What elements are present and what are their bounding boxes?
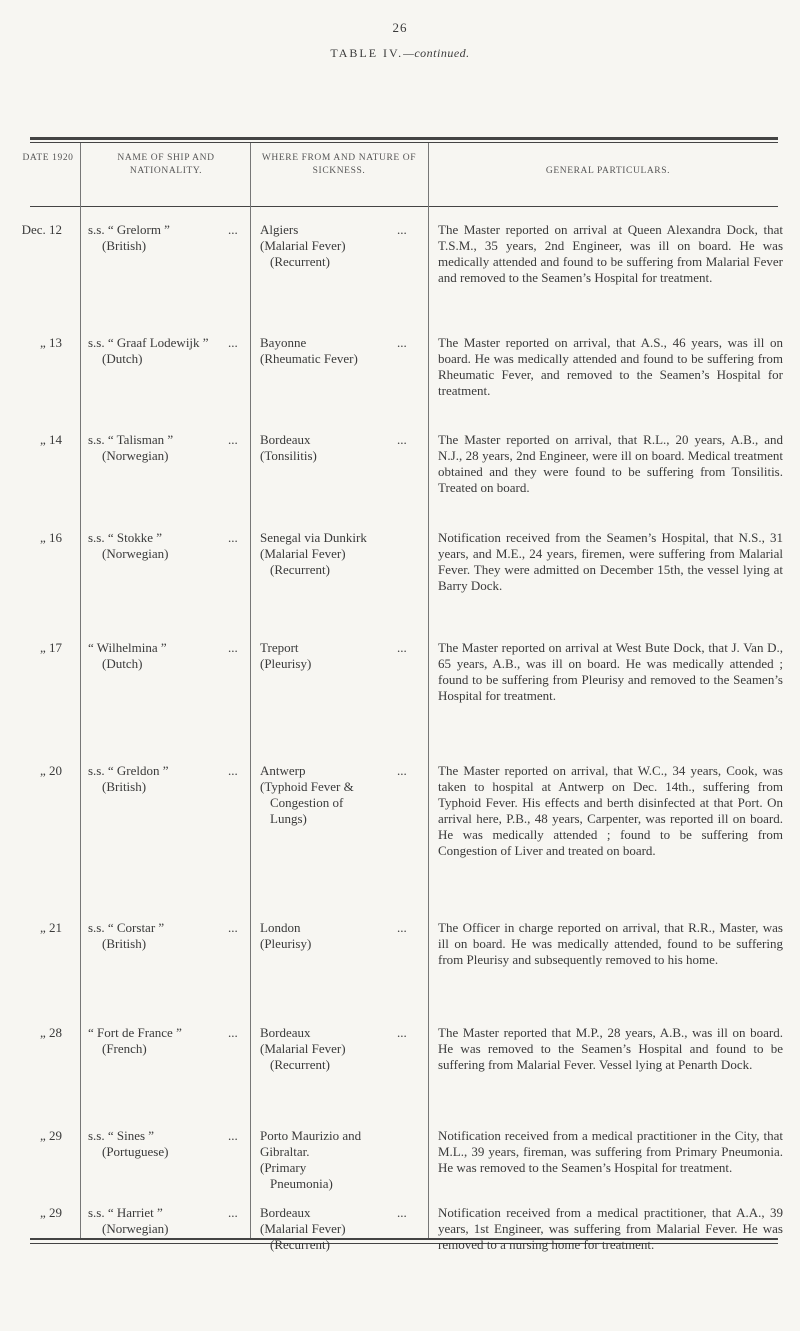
sickness-line: (Pleurisy) (260, 656, 312, 671)
ship-nationality: (Dutch) (102, 656, 143, 671)
ship-cell (88, 530, 238, 562)
row-date: „ 21 (39, 920, 62, 935)
leader-dots: ... (228, 1128, 238, 1143)
row-date: „ 14 (39, 432, 62, 447)
leader-dots: ... (228, 1205, 238, 1220)
sickness-line: (Recurrent) (270, 1057, 330, 1072)
leader-dots: ... (228, 222, 238, 237)
port-name: Porto Maurizio and Gibraltar. (260, 1128, 362, 1159)
ship-cell (88, 335, 238, 367)
particulars-text: The Master reported that M.P., 28 years, A.B., was ill on board. He was removed to the Seamen’s Hospital and found to be suffering from Malarial Fever. Vessel lying at Penarth Dock. (438, 1025, 783, 1072)
port-name: Senegal via Dunkirk (260, 530, 367, 545)
sickness-line: (Malarial Fever) (260, 238, 346, 253)
ship-nationality: (Norwegian) (102, 448, 169, 463)
leader-dots: ... (397, 640, 407, 655)
ship-name: s.s. “ Graaf Lodewijk ” (88, 335, 209, 350)
leader-dots: ... (228, 1025, 238, 1040)
header-rule (30, 206, 778, 207)
row-date: Dec. 12 (21, 222, 62, 237)
ship-nationality: (British) (102, 936, 147, 951)
ship-cell (88, 1128, 238, 1160)
row-date: „ 29 (39, 1205, 62, 1220)
port-name: Treport (260, 640, 299, 655)
ship-nationality: (British) (102, 779, 147, 794)
sickness-line: (Recurrent) (270, 1237, 330, 1252)
port-name: Bordeaux (260, 1025, 311, 1040)
table-title-continued: —continued. (403, 46, 470, 60)
port-name: Bordeaux (260, 1205, 311, 1220)
sickness-line: (Malarial Fever) (260, 1041, 346, 1056)
row-date: „ 20 (39, 763, 62, 778)
leader-dots: ... (228, 640, 238, 655)
column-divider (80, 143, 81, 1238)
particulars-text: Notification received from a medical practitioner in the City, that M.L., 39 years, fireman, was suffering from Primary Pneumonia. He was removed to the Seamen’s Hospital for treatment. (438, 1128, 783, 1175)
ship-cell (88, 222, 238, 254)
sickness-line: (Tonsilitis) (260, 448, 317, 463)
leader-dots: ... (228, 920, 238, 935)
ship-name: s.s. “ Greldon ” (88, 763, 169, 778)
ship-name: s.s. “ Stokke ” (88, 530, 163, 545)
top-rule-thin (30, 142, 778, 143)
header-date: DATE 1920 (22, 153, 74, 163)
leader-dots: ... (397, 335, 407, 350)
particulars-text: The Master reported on arrival at West Bute Dock, that J. Van D., 65 years, A.B., was ill on board. He was medically attended ; found to be suffering from Pleurisy and removed to the Seamen’s Hospital for treatment. (438, 640, 783, 703)
sickness-line: (Recurrent) (270, 254, 330, 269)
leader-dots: ... (397, 222, 407, 237)
ship-name: s.s. “ Grelorm ” (88, 222, 170, 237)
sickness-line: (Pleurisy) (260, 936, 312, 951)
ship-cell (88, 920, 238, 952)
sickness-line: (Typhoid Fever & (260, 779, 354, 794)
header-particulars: GENERAL PARTICULARS. (545, 166, 671, 176)
ship-name: s.s. “ Harriet ” (88, 1205, 163, 1220)
ship-name: “ Fort de France ” (88, 1025, 182, 1040)
particulars-text: Notification received from a medical practitioner, that A.A., 39 years, 1st Engineer, was suffering from Malarial Fever. He was removed to a nursing home for treatment. (438, 1205, 783, 1252)
header-where: WHERE FROM AND NATURE OF SICKNESS. (261, 153, 417, 176)
ship-cell (88, 1205, 238, 1237)
sickness-line: Lungs) (270, 811, 307, 826)
ship-nationality: (Dutch) (102, 351, 143, 366)
ship-cell (88, 763, 238, 795)
port-name: Bordeaux (260, 432, 311, 447)
leader-dots: ... (397, 920, 407, 935)
header-ship: NAME OF SHIP AND NATIONALITY. (117, 153, 215, 176)
leader-dots: ... (397, 763, 407, 778)
ship-name: s.s. “ Talisman ” (88, 432, 174, 447)
ship-nationality: (French) (102, 1041, 147, 1056)
leader-dots: ... (397, 1205, 407, 1220)
row-date: „ 13 (39, 335, 62, 350)
port-name: London (260, 920, 301, 935)
row-date: „ 28 (39, 1025, 62, 1040)
leader-dots: ... (228, 432, 238, 447)
ship-name: s.s. “ Sines ” (88, 1128, 155, 1143)
port-name: Bayonne (260, 335, 307, 350)
ship-cell (88, 640, 238, 672)
row-date: „ 16 (39, 530, 62, 545)
leader-dots: ... (228, 763, 238, 778)
ship-name: “ Wilhelmina ” (88, 640, 167, 655)
ship-nationality: (British) (102, 238, 147, 253)
column-divider (428, 143, 429, 1238)
where-cell (260, 1128, 430, 1192)
leader-dots: ... (228, 530, 238, 545)
sickness-line: Congestion of (270, 795, 344, 810)
leader-dots: ... (397, 432, 407, 447)
where-cell (260, 530, 430, 578)
particulars-text: The Master reported on arrival, that A.S., 46 years, was ill on board. He was medically attended and found to be suffering from Rheumatic Fever, and removed to the Seamen’s Hospital for treatment. (438, 335, 783, 398)
sickness-line: (Rheumatic Fever) (260, 351, 358, 366)
particulars-text: The Master reported on arrival, that R.L., 20 years, A.B., and N.J., 28 years, 2nd Engineer, were ill on board. Medical treatment obtained and they were found to be suffering from Tonsilitis. Treated on board. (438, 432, 783, 495)
sickness-line: (Malarial Fever) (260, 1221, 346, 1236)
leader-dots: ... (397, 1025, 407, 1040)
sickness-line: Pneumonia) (270, 1176, 333, 1191)
port-name: Antwerp (260, 763, 306, 778)
table-title (0, 46, 800, 61)
ship-cell (88, 1025, 238, 1057)
ship-name: s.s. “ Corstar ” (88, 920, 165, 935)
particulars-text: The Officer in charge reported on arrival, that R.R., Master, was ill on board. He was medically attended, found to be suffering from Pleurisy and subsequently removed to his home. (438, 920, 783, 967)
leader-dots: ... (228, 335, 238, 350)
sickness-line: (Malarial Fever) (260, 546, 346, 561)
page-number: 26 (392, 20, 408, 35)
ship-nationality: (Portuguese) (102, 1144, 169, 1159)
ship-cell (88, 432, 238, 464)
port-name: Algiers (260, 222, 299, 237)
ship-nationality: (Norwegian) (102, 1221, 169, 1236)
top-rule (30, 137, 778, 140)
row-date: „ 17 (39, 640, 62, 655)
particulars-text: The Master reported on arrival, that W.C., 34 years, Cook, was taken to hospital at Antwerp on Dec. 14th., suffering from Typhoid Fever. His effects and berth disinfected at that Port. On arrival here, P.B., 48 years, Carpenter, was reported ill on board. He was medically attended ; found to be suffering from Congestion of Liver and treated on board. (438, 763, 783, 858)
particulars-text: Notification received from the Seamen’s Hospital, that N.S., 31 years, and M.E., 24 years, firemen, were suffering from Malarial Fever. They were admitted on December 15th, the vessel lying at Barry Dock. (438, 530, 783, 593)
particulars-text: The Master reported on arrival at Queen Alexandra Dock, that T.S.M., 35 years, 2nd Engineer, was ill on board. He was medically attended and found to be suffering from Malarial Fever and removed to the Seamen’s Hospital for treatment. (438, 222, 783, 285)
row-date: „ 29 (39, 1128, 62, 1143)
sickness-line: (Recurrent) (270, 562, 330, 577)
sickness-line: (Primary (260, 1160, 307, 1175)
ship-nationality: (Norwegian) (102, 546, 169, 561)
table-title-main: TABLE IV. (330, 46, 404, 60)
column-divider (250, 143, 251, 1238)
